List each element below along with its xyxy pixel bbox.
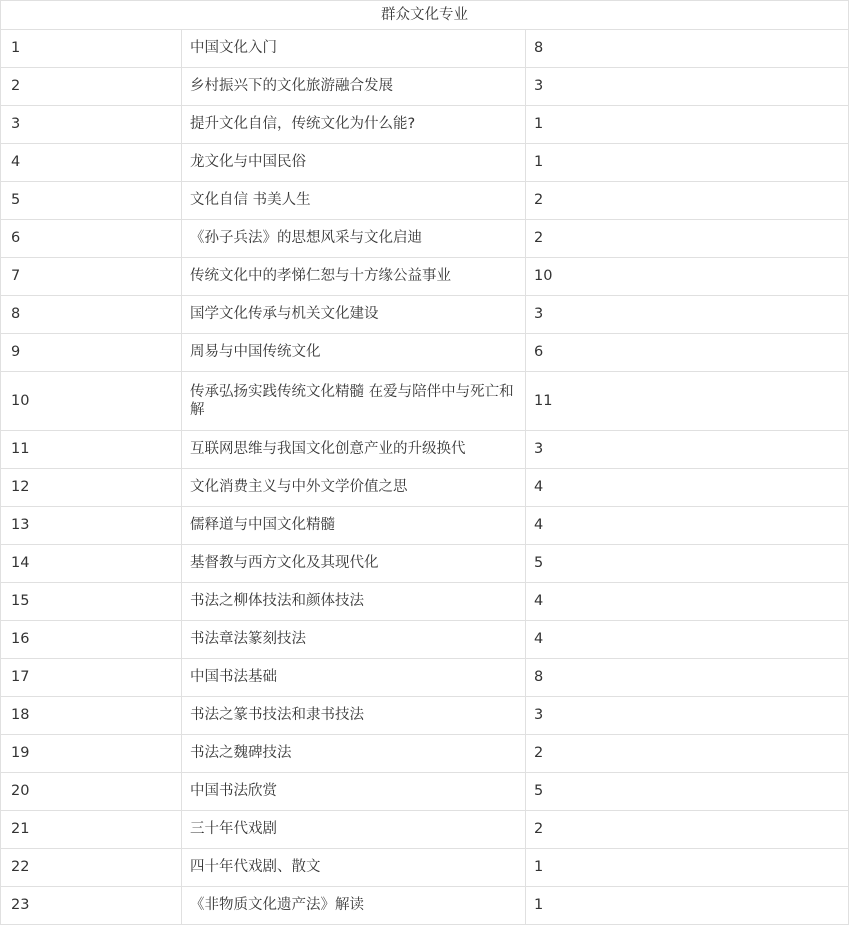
row-number-cell: 18 — [1, 697, 182, 735]
table-row — [1, 659, 849, 697]
session-count-cell: 2 — [526, 735, 849, 773]
course-name-cell: 中国书法欣赏 — [182, 773, 526, 811]
course-name-cell: 周易与中国传统文化 — [182, 334, 526, 372]
course-name-cell: 基督教与西方文化及其现代化 — [182, 545, 526, 583]
session-count-cell: 6 — [526, 334, 849, 372]
course-name-cell: 传承弘扬实践传统文化精髓 在爱与陪伴中与死亡和解 — [182, 372, 526, 431]
session-count-cell: 1 — [526, 887, 849, 925]
row-number-cell: 21 — [1, 811, 182, 849]
course-name-cell: 书法之篆书技法和隶书技法 — [182, 697, 526, 735]
table-row — [1, 773, 849, 811]
row-number-cell: 15 — [1, 583, 182, 621]
row-number-cell: 20 — [1, 773, 182, 811]
row-number-cell: 13 — [1, 507, 182, 545]
table-row — [1, 144, 849, 182]
course-name-cell: 乡村振兴下的文化旅游融合发展 — [182, 68, 526, 106]
row-number-cell: 16 — [1, 621, 182, 659]
course-name-cell: 文化自信 书美人生 — [182, 182, 526, 220]
session-count-cell: 8 — [526, 659, 849, 697]
table-row — [1, 621, 849, 659]
table-row — [1, 697, 849, 735]
table-row — [1, 507, 849, 545]
row-number-cell: 11 — [1, 431, 182, 469]
session-count-cell: 1 — [526, 849, 849, 887]
row-number-cell: 2 — [1, 68, 182, 106]
course-name-cell: 传统文化中的孝悌仁恕与十方缘公益事业 — [182, 258, 526, 296]
row-number-cell: 12 — [1, 469, 182, 507]
row-number-cell: 14 — [1, 545, 182, 583]
session-count-cell: 3 — [526, 68, 849, 106]
session-count-cell: 4 — [526, 621, 849, 659]
course-name-cell: 书法之柳体技法和颜体技法 — [182, 583, 526, 621]
row-number-cell: 17 — [1, 659, 182, 697]
table-row — [1, 545, 849, 583]
table-row — [1, 68, 849, 106]
table-row — [1, 30, 849, 68]
row-number-cell: 1 — [1, 30, 182, 68]
session-count-cell: 4 — [526, 469, 849, 507]
session-count-cell: 5 — [526, 773, 849, 811]
session-count-cell: 10 — [526, 258, 849, 296]
course-name-cell: 中国书法基础 — [182, 659, 526, 697]
row-number-cell: 10 — [1, 372, 182, 431]
table-row — [1, 372, 849, 431]
course-name-cell: 提升文化自信，传统文化为什么能? — [182, 106, 526, 144]
table-row — [1, 811, 849, 849]
session-count-cell: 4 — [526, 507, 849, 545]
session-count-cell: 2 — [526, 220, 849, 258]
table-title: 群众文化专业 — [1, 1, 849, 30]
row-number-cell: 4 — [1, 144, 182, 182]
course-name-cell: 国学文化传承与机关文化建设 — [182, 296, 526, 334]
row-number-cell: 8 — [1, 296, 182, 334]
course-name-cell: 四十年代戏剧、散文 — [182, 849, 526, 887]
row-number-cell: 22 — [1, 849, 182, 887]
course-name-cell: 三十年代戏剧 — [182, 811, 526, 849]
session-count-cell: 8 — [526, 30, 849, 68]
course-name-cell: 《孙子兵法》的思想风采与文化启迪 — [182, 220, 526, 258]
course-name-cell: 《非物质文化遗产法》解读 — [182, 887, 526, 925]
table-row — [1, 469, 849, 507]
course-name-cell: 文化消费主义与中外文学价值之思 — [182, 469, 526, 507]
table-row — [1, 296, 849, 334]
session-count-cell: 3 — [526, 697, 849, 735]
row-number-cell: 3 — [1, 106, 182, 144]
course-name-cell: 书法之魏碑技法 — [182, 735, 526, 773]
course-name-cell: 儒释道与中国文化精髓 — [182, 507, 526, 545]
session-count-cell: 4 — [526, 583, 849, 621]
table-row — [1, 220, 849, 258]
table-row — [1, 735, 849, 773]
table-row — [1, 106, 849, 144]
session-count-cell: 3 — [526, 431, 849, 469]
table-row — [1, 849, 849, 887]
course-name-cell: 书法章法篆刻技法 — [182, 621, 526, 659]
row-number-cell: 5 — [1, 182, 182, 220]
table-body — [1, 30, 849, 925]
course-name-cell: 龙文化与中国民俗 — [182, 144, 526, 182]
row-number-cell: 23 — [1, 887, 182, 925]
table-row — [1, 258, 849, 296]
session-count-cell: 1 — [526, 144, 849, 182]
session-count-cell: 3 — [526, 296, 849, 334]
session-count-cell: 5 — [526, 545, 849, 583]
table-row — [1, 431, 849, 469]
session-count-cell: 11 — [526, 372, 849, 431]
session-count-cell: 2 — [526, 811, 849, 849]
table-row — [1, 887, 849, 925]
table-header-row — [1, 1, 849, 30]
row-number-cell: 19 — [1, 735, 182, 773]
table-row — [1, 583, 849, 621]
session-count-cell: 2 — [526, 182, 849, 220]
table-row — [1, 182, 849, 220]
course-name-cell: 中国文化入门 — [182, 30, 526, 68]
session-count-cell: 1 — [526, 106, 849, 144]
table-row — [1, 334, 849, 372]
row-number-cell: 9 — [1, 334, 182, 372]
row-number-cell: 7 — [1, 258, 182, 296]
course-name-cell: 互联网思维与我国文化创意产业的升级换代 — [182, 431, 526, 469]
row-number-cell: 6 — [1, 220, 182, 258]
